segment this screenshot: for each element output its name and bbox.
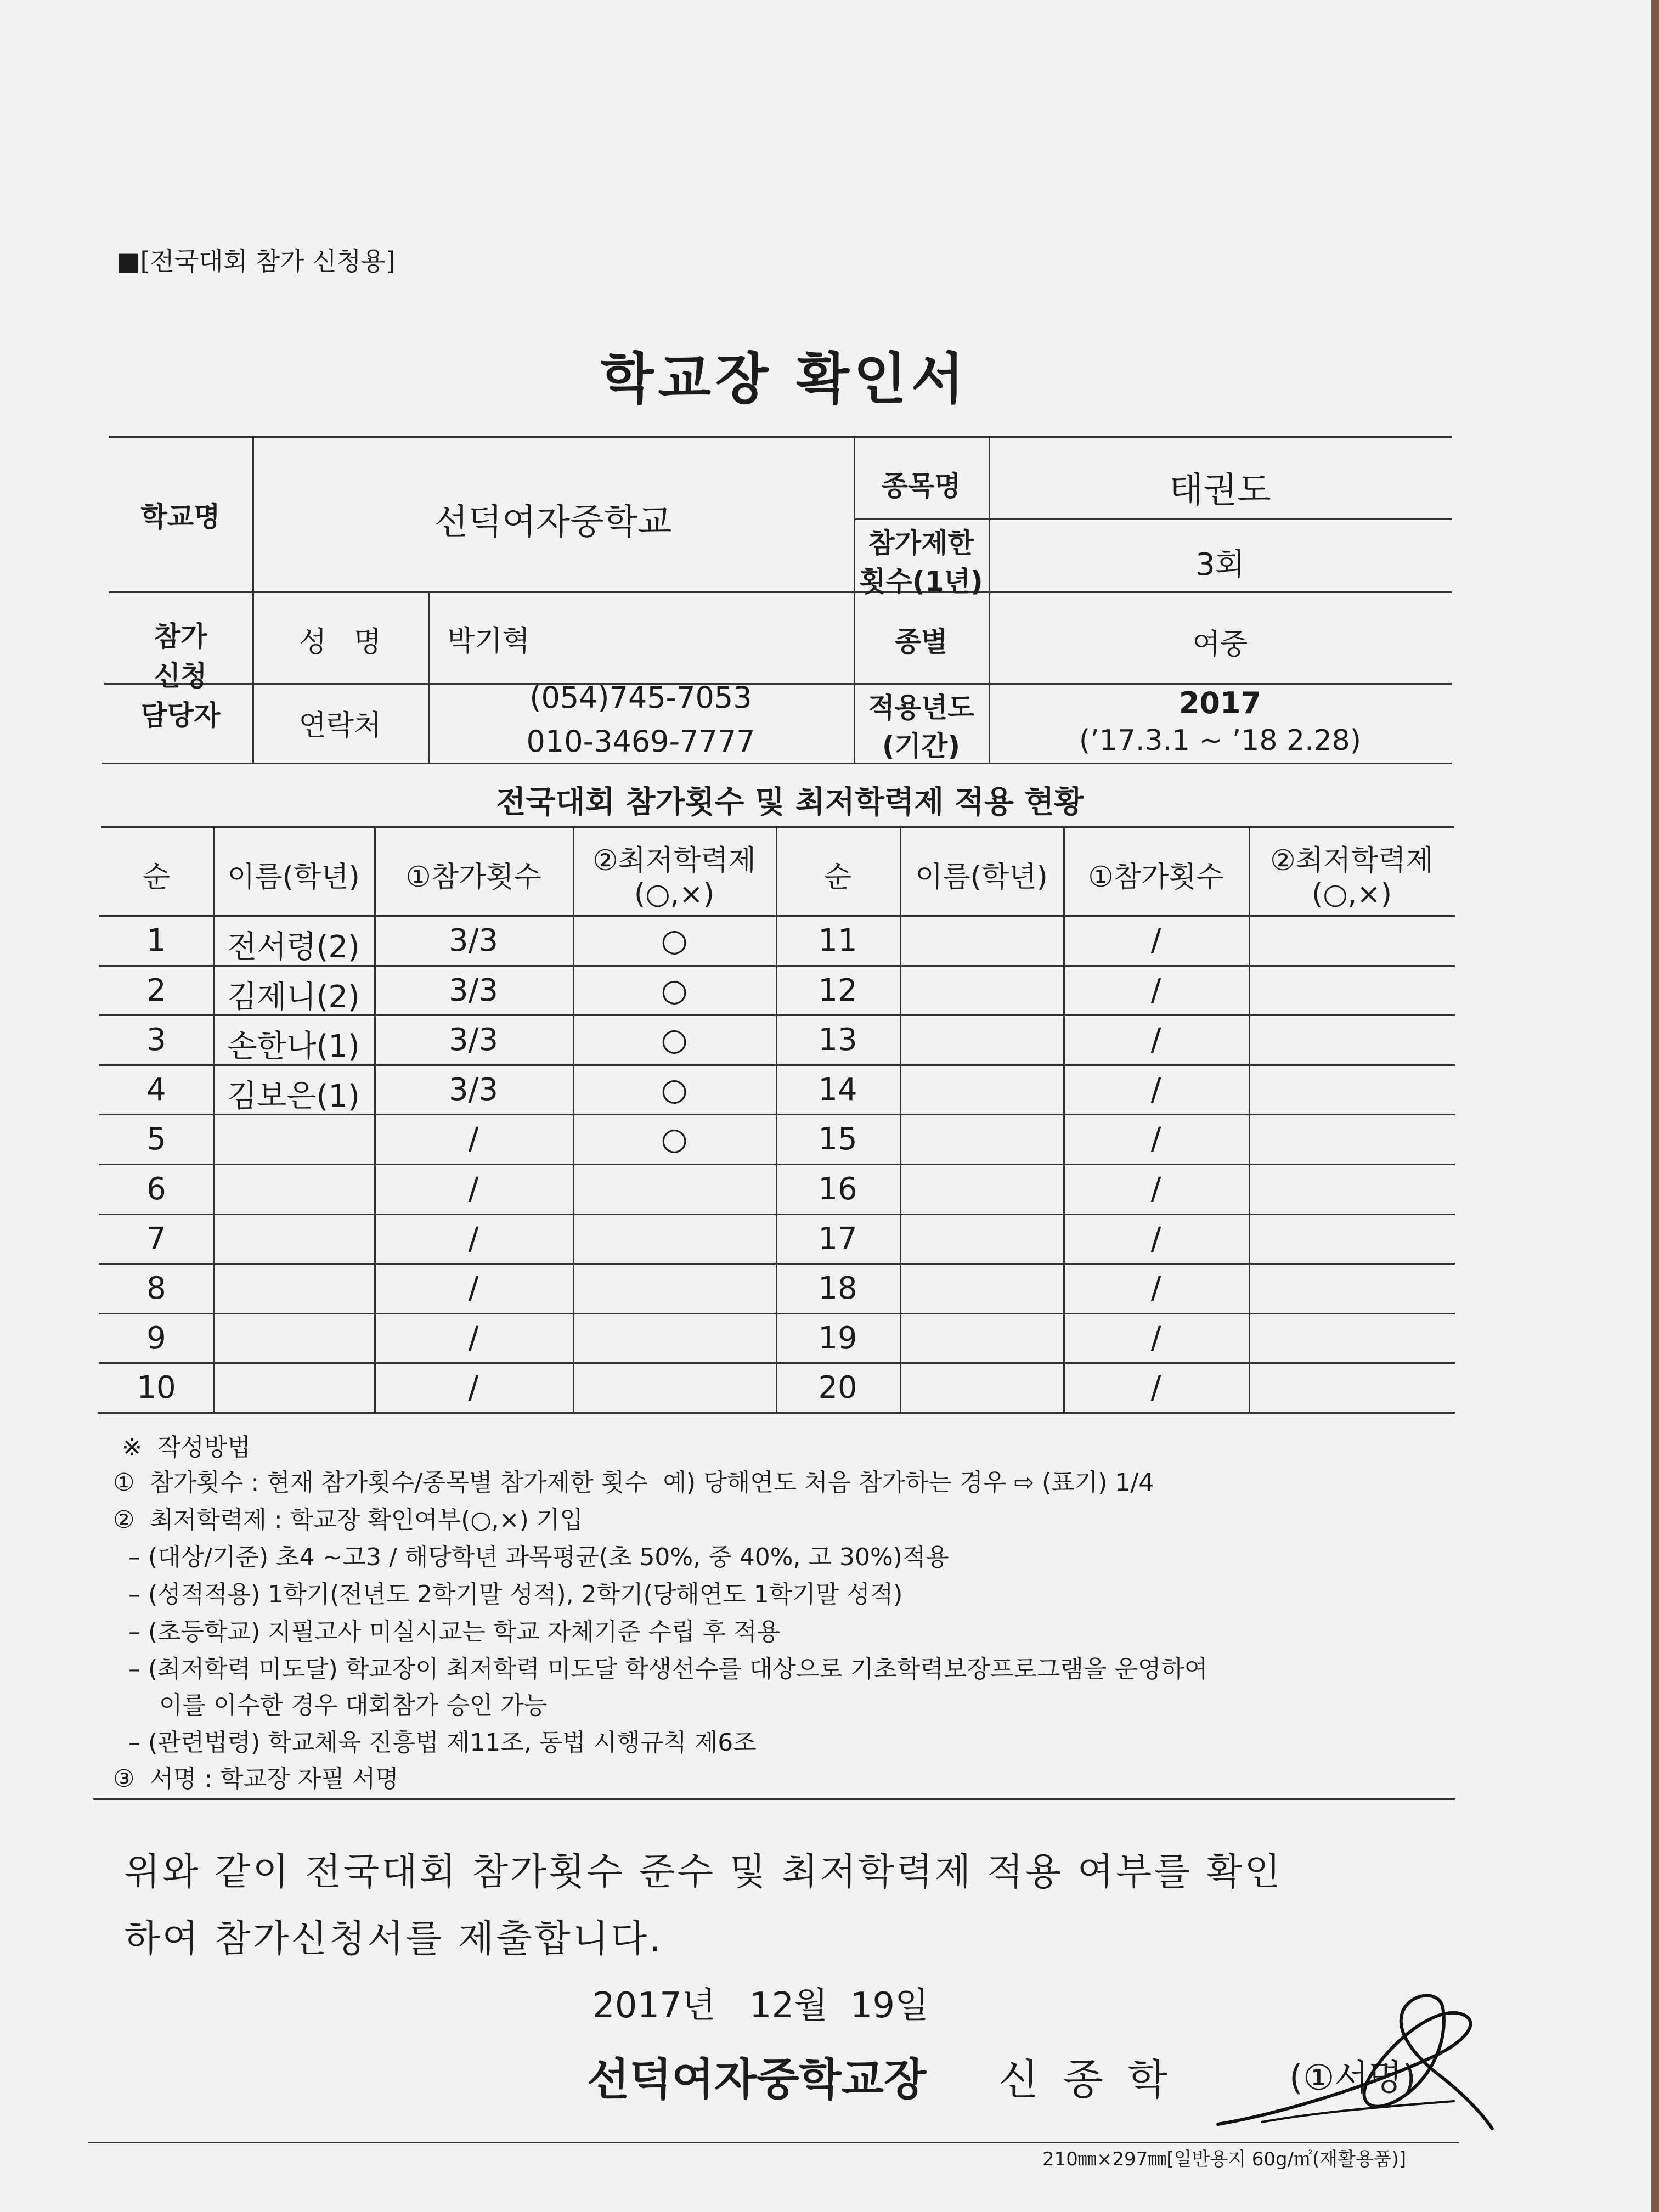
phone-label: 연락처	[298, 709, 382, 742]
student-name: 손한나(1)	[227, 1029, 360, 1064]
note-line: ② 최저학력제 : 학교장 확인여부(○,×) 기입	[113, 1506, 583, 1534]
col-header-name: 이름(학년)	[915, 861, 1048, 894]
row-number: 1	[146, 923, 166, 958]
contact-label-line2: 신청	[154, 660, 207, 692]
col-header-no: 순	[142, 861, 171, 894]
participation-count: /	[468, 1121, 479, 1157]
row-number: 5	[146, 1121, 166, 1157]
phone-mobile: 010-3469-7777	[526, 724, 755, 759]
participation-count: /	[1150, 1221, 1161, 1257]
student-name: 전서령(2)	[227, 929, 360, 965]
row-number: 7	[146, 1221, 166, 1257]
participation-count: /	[1150, 1072, 1161, 1108]
row-number: 16	[818, 1171, 857, 1207]
category-value: 여중	[1192, 628, 1248, 661]
participation-count: /	[1150, 973, 1161, 1008]
participation-count: /	[468, 1221, 479, 1257]
row-number: 13	[818, 1022, 857, 1058]
participation-count: 3/3	[448, 1022, 499, 1058]
row-number: 15	[818, 1121, 857, 1157]
phone-office: (054)745-7053	[529, 680, 752, 715]
participation-count: /	[1150, 1171, 1161, 1207]
col-header-mark-legend: (○,×)	[1311, 878, 1392, 911]
min-academic-mark: ○	[661, 1072, 688, 1108]
category-label: 종별	[894, 626, 948, 658]
row-number: 11	[818, 923, 857, 958]
row-number: 17	[818, 1221, 857, 1257]
signature-label: (①서명)	[1289, 2058, 1416, 2098]
principal-title: 선덕여자중학교장	[587, 2054, 927, 2105]
note-line: – (대상/기준) 초4 ~고3 / 해당학년 과목평균(초 50%, 중 40%, 고 30%)적용	[113, 1543, 949, 1571]
row-number: 19	[818, 1321, 857, 1356]
participation-count: /	[468, 1321, 479, 1356]
row-number: 12	[818, 973, 857, 1008]
min-academic-mark: ○	[661, 1121, 688, 1157]
contact-label-line1: 참가	[154, 620, 207, 652]
col-header-name: 이름(학년)	[227, 861, 360, 894]
row-number: 20	[818, 1370, 857, 1406]
row-number: 4	[146, 1072, 166, 1108]
note-line: – (관련법령) 학교체육 진흥법 제11조, 동법 시행규칙 제6조	[113, 1729, 757, 1757]
participation-count: 3/3	[448, 923, 499, 958]
row-number: 10	[137, 1370, 176, 1406]
note-line: ③ 서명 : 학교장 자필 서명	[113, 1765, 399, 1793]
participation-count: 3/3	[448, 1072, 499, 1108]
notes-heading: ※ 작성방법	[122, 1434, 251, 1462]
participation-count: /	[1150, 923, 1161, 958]
participation-count: 3/3	[448, 973, 499, 1008]
handwritten-signature	[1196, 1975, 1503, 2140]
participation-count: /	[468, 1271, 479, 1306]
col-header-min-academic: ②최저학력제	[1270, 844, 1434, 877]
note-line: ① 참가횟수 : 현재 참가횟수/종목별 참가제한 횟수 예) 당해연도 처음 참가하는 경우 ⇨ (표기) 1/4	[113, 1469, 1154, 1497]
participation-count: /	[1150, 1121, 1161, 1157]
min-academic-mark: ○	[661, 973, 688, 1008]
year-label-line2: (기간)	[882, 730, 961, 762]
participation-count: /	[1150, 1370, 1161, 1406]
submission-date: 2017년 12월 19일	[592, 1985, 929, 2026]
note-line: – (초등학교) 지필고사 미실시교는 학교 자체기준 수립 후 적용	[113, 1618, 781, 1646]
year-label-line1: 적용년도	[868, 692, 974, 724]
contact-label-line3: 담당자	[140, 699, 221, 731]
year-value: 2017	[1178, 686, 1262, 720]
min-academic-mark: ○	[661, 923, 688, 958]
school-name-value: 선덕여자중학교	[434, 502, 672, 543]
row-number: 14	[818, 1072, 857, 1108]
row-number: 6	[146, 1171, 166, 1207]
participation-count: /	[1150, 1271, 1161, 1306]
participation-count: /	[1150, 1321, 1161, 1356]
min-academic-mark: ○	[661, 1022, 688, 1058]
doc-category-label: ■[전국대회 참가 신청용]	[116, 246, 396, 276]
row-number: 3	[146, 1022, 166, 1058]
col-header-no: 순	[823, 861, 852, 894]
note-line: 이를 이수한 경우 대회참가 승인 가능	[113, 1691, 548, 1719]
period-value: (’17.3.1 ~ ’18 2.28)	[1079, 724, 1362, 757]
limit-label-line2: 횟수(1년)	[859, 566, 983, 597]
principal-name: 신 종 학	[998, 2055, 1173, 2104]
confirmation-statement-line2: 하여 참가신청서를 제출합니다.	[124, 1917, 663, 1961]
student-name: 김보은(1)	[227, 1079, 360, 1114]
paper-size-footer: 210㎜×297㎜[일반용지 60g/㎡(재활용품)]	[1042, 2148, 1407, 2170]
col-header-mark-legend: (○,×)	[634, 878, 715, 911]
section-title: 전국대회 참가횟수 및 최저학력제 적용 현황	[496, 785, 1084, 820]
event-value: 태권도	[1169, 470, 1271, 511]
note-line: – (성적적용) 1학기(전년도 2학기말 성적), 2학기(당해연도 1학기말 성적)	[113, 1581, 903, 1609]
participation-count: /	[468, 1171, 479, 1207]
col-header-count: ①참가횟수	[1088, 861, 1224, 894]
confirmation-statement-line1: 위와 같이 전국대회 참가횟수 준수 및 최저학력제 적용 여부를 확인	[124, 1850, 1283, 1894]
row-number: 8	[146, 1271, 166, 1306]
col-header-count: ①참가횟수	[405, 861, 541, 894]
participation-count: /	[468, 1370, 479, 1406]
person-name-value: 박기혁	[447, 625, 530, 658]
row-number: 9	[146, 1321, 166, 1356]
col-header-min-academic: ②최저학력제	[592, 844, 756, 877]
limit-label-line1: 참가제한	[868, 527, 974, 559]
participation-count: /	[1150, 1022, 1161, 1058]
limit-value: 3회	[1195, 547, 1245, 583]
school-name-label: 학교명	[140, 501, 221, 533]
row-number: 18	[818, 1271, 857, 1306]
person-name-label: 성 명	[298, 626, 382, 659]
event-label: 종목명	[881, 470, 961, 502]
row-number: 2	[146, 973, 166, 1008]
note-line: – (최저학력 미도달) 학교장이 최저학력 미도달 학생선수를 대상으로 기초학력보장프로그램을 운영하여	[113, 1655, 1208, 1683]
student-name: 김제니(2)	[227, 979, 360, 1015]
page-title: 학교장 확인서	[600, 347, 969, 411]
